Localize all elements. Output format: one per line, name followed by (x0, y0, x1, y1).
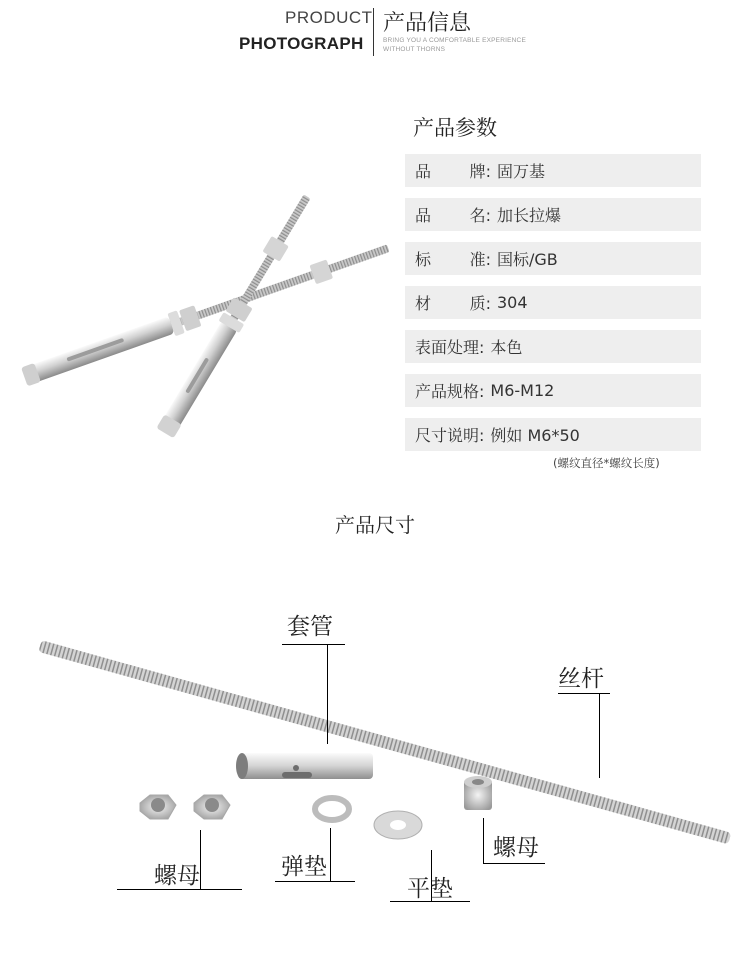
param-key-char: 品 (415, 206, 432, 225)
param-value: 例如 M6*50 (490, 426, 580, 445)
param-value: 本色 (490, 338, 523, 357)
hex-nut-left-1 (140, 795, 176, 819)
param-value: 加长拉爆 (497, 206, 562, 225)
label-nut-right: 螺母 (493, 835, 539, 861)
param-key-char: 品 (415, 162, 432, 181)
param-row-material (405, 286, 701, 319)
param-value: 国标/GB (497, 250, 558, 269)
param-key-char: 牌: (469, 162, 491, 181)
param-key-char: 标 (415, 250, 432, 269)
param-row-standard (405, 242, 701, 275)
param-value: M6-M12 (490, 381, 555, 400)
param-key: 尺寸说明: (415, 426, 485, 445)
label-sleeve: 套管 (287, 614, 333, 640)
param-row-brand (405, 154, 701, 187)
param-note: (螺纹直径*螺纹长度) (553, 456, 660, 470)
anchor-bolts-photo (0, 180, 400, 450)
dimensions-title: 产品尺寸 (335, 513, 415, 537)
header-title: 产品信息 (383, 11, 472, 36)
param-key: 产品规格: (415, 382, 485, 401)
label-spring-washer: 弹垫 (281, 854, 327, 880)
sleeve (236, 753, 373, 779)
params-title: 产品参数 (413, 116, 497, 140)
param-key-char: 名: (469, 206, 491, 225)
header-subtitle-line2: WITHOUT THORNS (383, 46, 446, 53)
param-value: 固万基 (497, 162, 546, 181)
spring-washer (315, 798, 349, 820)
param-row-name (405, 198, 701, 231)
param-key-char: 材 (415, 294, 432, 313)
param-row-size (405, 418, 701, 451)
components-photo (0, 600, 750, 920)
param-key-char: 准: (469, 250, 491, 269)
header-product-label: PRODUCT (285, 8, 373, 27)
param-row-surface (405, 330, 701, 363)
header-divider (373, 8, 374, 56)
flat-washer (374, 811, 422, 839)
label-flat-washer: 平垫 (407, 876, 453, 902)
param-key-char: 质: (469, 294, 491, 313)
header-photograph-label: PHOTOGRAPH (239, 34, 364, 53)
param-row-spec (405, 374, 701, 407)
label-nut-left: 螺母 (154, 863, 200, 889)
param-key: 表面处理: (415, 338, 485, 357)
label-threaded-rod: 丝杆 (558, 666, 604, 692)
cap-nut-right (464, 776, 492, 810)
header-subtitle-line1: BRING YOU A COMFORTABLE EXPERIENCE (383, 37, 526, 44)
hex-nut-left-2 (194, 795, 230, 819)
param-value: 304 (497, 293, 528, 312)
anchor-bolt-diagonal (155, 190, 318, 439)
